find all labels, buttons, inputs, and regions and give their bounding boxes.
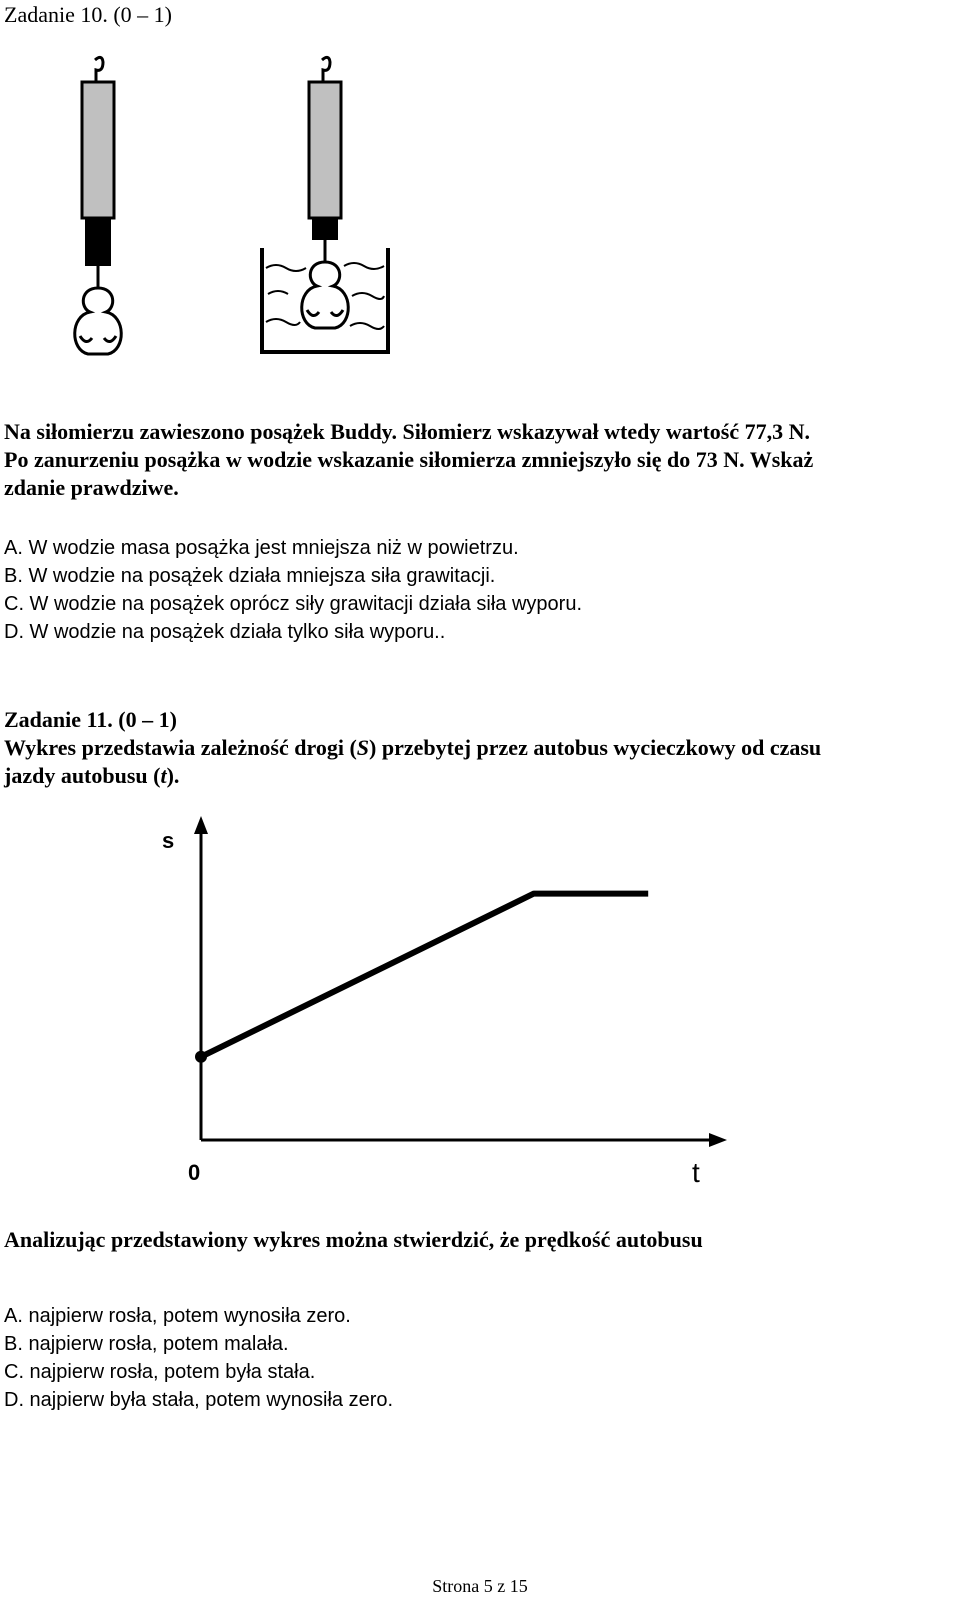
spring-balance-illustration [0,50,960,430]
symbol-t: t [160,763,167,788]
answer-option: B. W wodzie na posążek działa mniejsza siła grawitacji. [4,565,496,587]
task10-question-line: Na siłomierzu zawieszono posążek Buddy. Siłomierz wskazywał wtedy wartość 77,3 N. [4,419,811,444]
task10-answers [4,534,954,646]
task10-question [4,418,954,502]
answer-option: A. W wodzie masa posążka jest mniejsza niż w powietrzu. [4,537,519,559]
task11-intro-line: Wykres przedstawia zależność drogi (S) przebytej przez autobus wycieczkowy od czasu [4,735,822,760]
task11-intro-line: jazdy autobusu (t). [4,763,180,788]
task11-header [4,706,954,790]
task11-title: Zadanie 11. (0 – 1) [4,707,177,732]
task10-question-line: Po zanurzeniu posążka w wodzie wskazanie siłomierza zmniejszyło się do 73 N. Wskaż [4,447,814,472]
spring-balance-in-water [262,57,388,352]
x-axis-arrow [709,1133,727,1147]
answer-option: B. najpierw rosła, potem malała. [4,1333,289,1355]
answer-option: A. najpierw rosła, potem wynosiła zero. [4,1305,351,1327]
series-line [201,894,648,1057]
y-axis-label: s [162,828,175,853]
y-axis-arrow [194,816,208,834]
distance-time-chart [0,810,960,1190]
origin-label: 0 [188,1160,201,1185]
task10-question-line: zdanie prawdziwe. [4,475,179,500]
page-number: Strona 5 z 15 [432,1576,528,1596]
spring-balance-in-air [75,57,122,354]
symbol-s: S [356,735,370,760]
answer-option: D. W wodzie na posążek działa tylko siła wyporu.. [4,621,446,643]
answer-option: C. W wodzie na posążek oprócz siły grawitacji działa siła wyporu. [4,593,583,615]
answer-option: C. najpierw rosła, potem była stała. [4,1361,316,1383]
start-point [195,1051,207,1063]
chart-axes [194,816,727,1147]
task10-title: Zadanie 10. (0 – 1) [4,2,172,27]
task11-answers [4,1302,954,1414]
task11-question: Analizując przedstawiony wykres można stwierdzić, że prędkość autobusu [4,1227,703,1252]
chart-series [195,894,648,1063]
answer-option: D. najpierw była stała, potem wynosiła zero. [4,1389,394,1411]
x-axis-label: t [692,1157,700,1188]
